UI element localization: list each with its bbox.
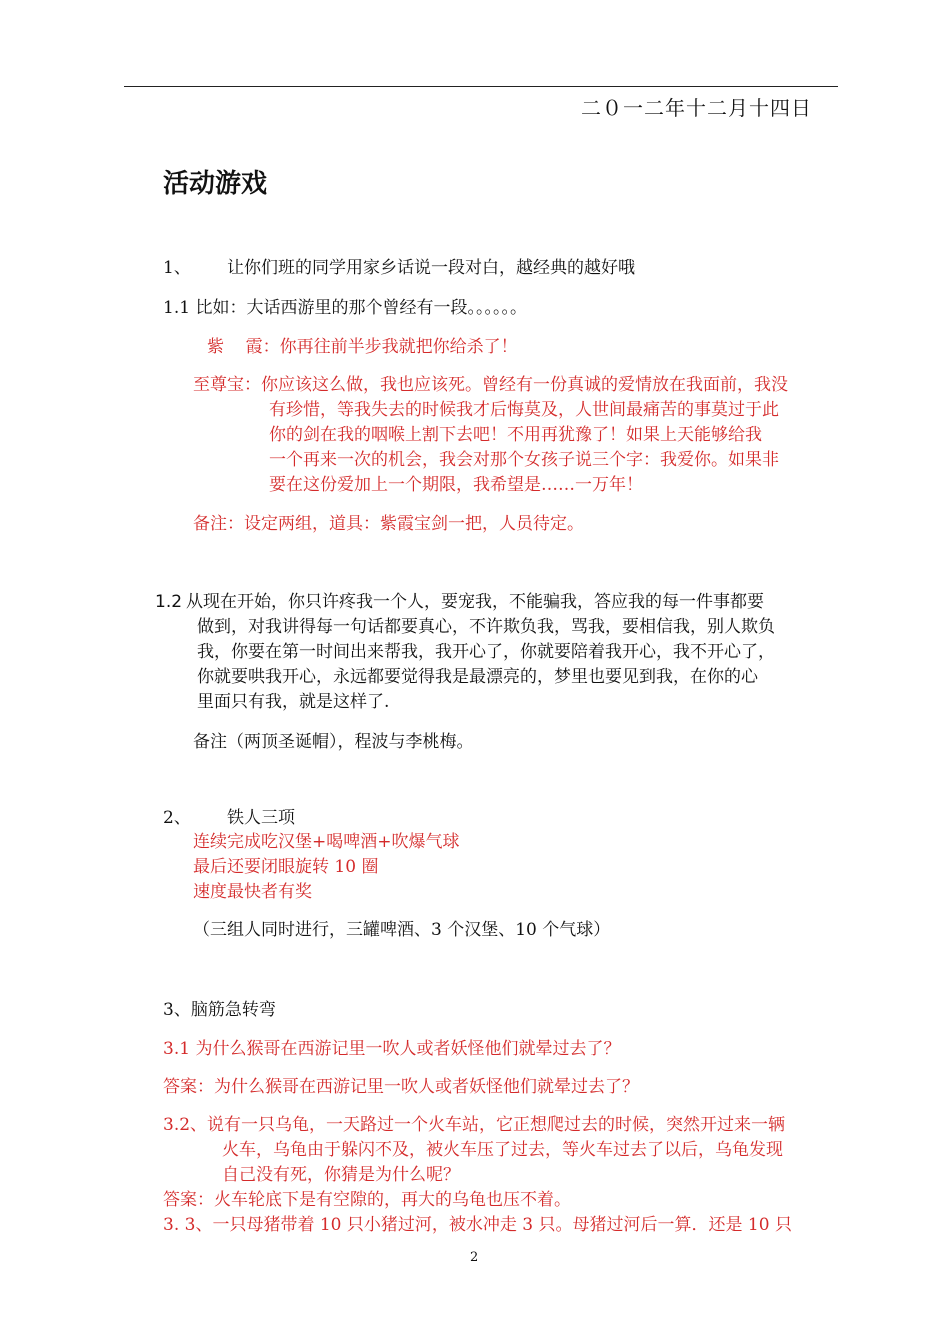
section-1-text: 让你们班的同学用家乡话说一段对白，越经典的越好哦 — [227, 258, 635, 278]
note-1: 备注：设定两组，道具：紫霞宝剑一把，人员待定。 — [193, 514, 584, 534]
page-number: 2 — [470, 1250, 479, 1265]
zunbao-line: 你的剑在我的咽喉上割下去吧！不用再犹豫了！如果上天能够给我 — [269, 425, 762, 445]
section-3-title: 3、脑筋急转弯 — [163, 1000, 276, 1020]
zunbao-line: 有珍惜，等我失去的时候我才后悔莫及，人世间最痛苦的事莫过于此 — [269, 400, 779, 420]
section-2-title: 铁人三项 — [227, 808, 295, 828]
section-2-rules — [193, 830, 460, 905]
rule-line: 连续完成吃汉堡+喝啤酒+吹爆气球 — [193, 832, 460, 852]
rule-line: 速度最快者有奖 — [193, 882, 312, 902]
section-1-number: 1、 — [163, 258, 191, 278]
question-3-2-line: 3.2、说有一只乌龟，一天路过一个火车站，它正想爬过去的时候，突然开过来一辆 — [163, 1115, 786, 1135]
question-3-1: 3.1 为什么猴哥在西游记里一吹人或者妖怪他们就晕过去了？ — [163, 1039, 621, 1059]
sub-1-2-number: 1.2 — [155, 592, 183, 612]
zunbao-line: 一个再来一次的机会，我会对那个女孩子说三个字：我爱你。如果非 — [269, 450, 779, 470]
zixia-line: 紫 霞：你再往前半步我就把你给杀了！ — [207, 337, 518, 357]
sub-1-2-line: 里面只有我，就是这样了. — [197, 692, 390, 712]
section-2-number: 2、 — [163, 808, 191, 828]
sub-1-2-line: 你就要哄我开心，永远都要觉得我是最漂亮的，梦里也要见到我，在你的心 — [197, 667, 758, 687]
page-title: 活动游戏 — [163, 169, 268, 199]
sub-1-2-line: 我，你要在第一时间出来帮我，我开心了，你就要陪着我开心，我不开心了， — [197, 642, 775, 662]
question-3-3: 3. 3、一只母猪带着 10 只小猪过河，被水冲走 3 只。母猪过河后一算．还是 10 只 — [163, 1215, 792, 1235]
section-2-note: （三组人同时进行，三罐啤酒、3 个汉堡、10 个气球） — [193, 920, 611, 940]
sub-1-2-line: 从现在开始，你只许疼我一个人，要宠我，不能骗我，答应我的每一件事都要 — [186, 592, 764, 612]
note-2: 备注（两顶圣诞帽），程波与李桃梅。 — [193, 732, 474, 752]
zunbao-line: 要在这份爱加上一个期限，我希望是……一万年！ — [269, 475, 643, 495]
header-rule — [124, 86, 838, 87]
rule-line: 最后还要闭眼旋转 10 圈 — [193, 857, 379, 877]
zunbao-line: 至尊宝：你应该这么做，我也应该死。曾经有一份真诚的爱情放在我面前，我没 — [193, 375, 788, 395]
question-3-2 — [163, 1113, 785, 1188]
zunbao-dialogue — [193, 373, 788, 498]
answer-3-2: 答案：火车轮底下是有空隙的，再大的乌龟也压不着。 — [163, 1190, 571, 1210]
question-3-2-line: 自己没有死，你猜是为什么呢？ — [222, 1165, 460, 1185]
sub-1-2-line: 做到，对我讲得每一句话都要真心，不许欺负我，骂我，要相信我，别人欺负 — [197, 617, 775, 637]
question-3-2-line: 火车，乌龟由于躲闪不及，被火车压了过去，等火车过去了以后，乌龟发现 — [222, 1140, 783, 1160]
sub-1-1-intro: 1.1 比如：大话西游里的那个曾经有一段。。。。。。 — [163, 298, 527, 318]
document-date: 二０一二年十二月十四日 — [581, 96, 812, 120]
sub-1-2-text — [186, 590, 775, 715]
answer-3-1: 答案：为什么猴哥在西游记里一吹人或者妖怪他们就晕过去了？ — [163, 1077, 639, 1097]
